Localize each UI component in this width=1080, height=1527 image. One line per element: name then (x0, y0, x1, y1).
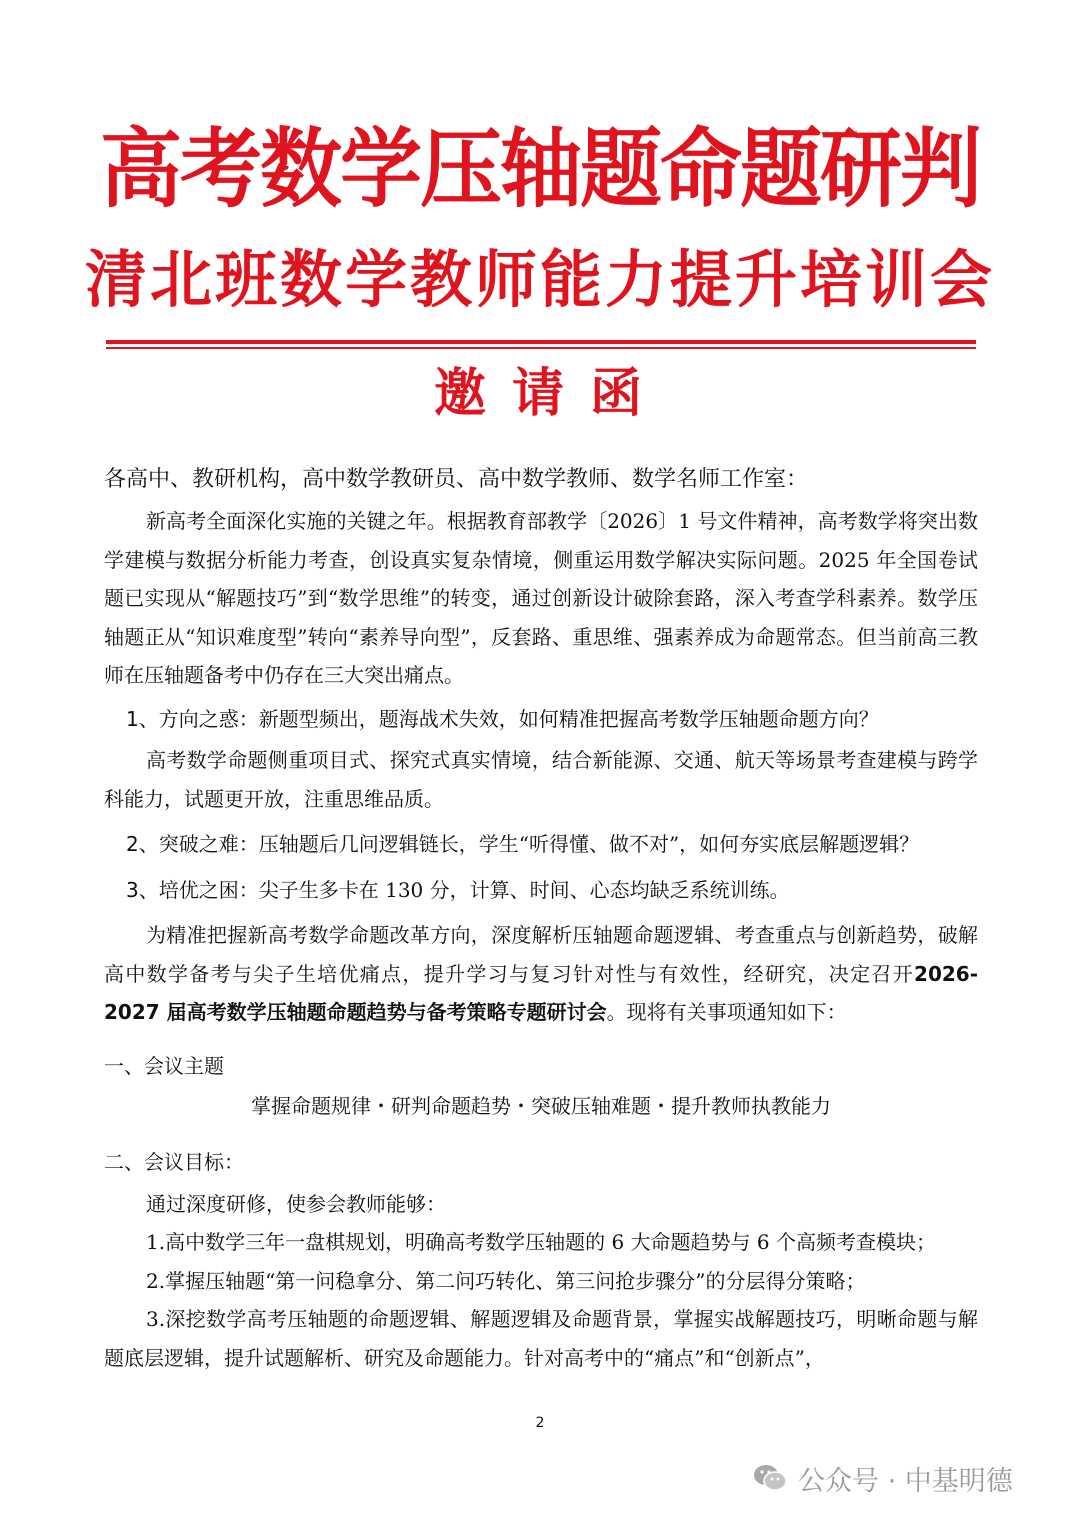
header-divider-thin (106, 347, 976, 349)
section-heading-theme: 一、会议主题 (104, 1053, 224, 1078)
pain-point-1-detail: 高考数学命题侧重项目式、探究式真实情境，结合新能源、交通、航天等场景考查建模与跨学科能力，试题更开放，注重思维品质。 (104, 748, 978, 811)
intro-paragraph: 新高考全面深化实施的关键之年。根据教育部教学〔2026〕1 号文件精神，高考数学将突出数学建模与数据分析能力考查，创设真实复杂情境，侧重运用数学解决实际问题。2025 年全国卷试题已实现从“解题技巧”到“数学思维”的转变，通过创新设计破除套路，深入考查学科素养。数学压轴题正从“知识难度型”转向“素养导向型”，反套路、重思维、强素养成为命题常态。但当前高三教师在压轴题备考中仍存在三大突出痛点。 (104, 509, 978, 687)
meeting-theme: 掌握命题规律・研判命题趋势・突破压轴难题・提升教师执教能力 (251, 1093, 831, 1118)
goal-item: 3.深挖数学高考压轴题的命题逻辑、解题逻辑及命题背景，掌握实战解题技巧，明晰命题与解题底层逻辑，提升试题解析、研究及命题能力。针对高考中的“痛点”和“创新点”， (104, 1307, 978, 1370)
pain-point-text: 尖子生多卡在 130 分，计算、时间、心态均缺乏系统训练。 (258, 877, 790, 902)
watermark (752, 1456, 1013, 1500)
page-number: 2 (535, 1415, 545, 1431)
pain-point-label: 3、培优之困： (126, 877, 259, 902)
document-subtitle: 清北班数学教师能力提升培训会 (84, 243, 995, 316)
goals-lead: 通过深度研修，使参会教师能够： (146, 1191, 446, 1216)
purpose-lead: 为精准把握新高考数学命题改革方向，深度解析压轴题命题逻辑、考查重点与创新趋势，破解高中数学备考与尖子生培优痛点，提升学习与复习针对性与有效性，经研究，决定召开 (104, 923, 978, 986)
salutation: 各高中、教研机构，高中数学教研员、高中数学教师、数学名师工作室： (104, 467, 809, 492)
document-title: 高考数学压轴题命题研判 (99, 119, 980, 220)
wechat-icon (752, 1463, 788, 1493)
document-body (104, 458, 978, 1377)
event-name: 2026-2027 届高考数学压轴题命题趋势与备考策略专题研讨会 (104, 961, 978, 1024)
pain-point-label: 1、方向之惑： (126, 706, 259, 731)
pain-point-label: 2、突破之难： (126, 832, 259, 856)
goal-item: 1.高中数学三年一盘棋规划，明确高考数学压轴题的 6 大命题趋势与 6 个高频考查模块； (146, 1230, 936, 1254)
section-heading-goals: 二、会议目标： (104, 1149, 244, 1174)
invitation-heading: 邀请函 (433, 364, 668, 424)
pain-point-3 (104, 871, 978, 910)
pain-point-text: 压轴题后几问逻辑链长，学生“听得懂、做不对”，如何夯实底层解题逻辑？ (258, 832, 920, 856)
pain-point-text: 新题型频出，题海战术失效，如何精准把握高考数学压轴题命题方向？ (258, 706, 879, 731)
purpose-paragraph (104, 916, 978, 1032)
header-divider-thick (106, 340, 976, 344)
pain-point-1 (104, 700, 978, 739)
goal-item: 2.掌握压轴题“第一问稳拿分、第二问巧转化、第三问抢步骤分”的分层得分策略； (146, 1268, 866, 1293)
purpose-tail: 。现将有关事项通知如下： (606, 1000, 847, 1024)
pain-point-2 (104, 825, 978, 864)
watermark-label: 公众号 · 中基明德 (798, 1465, 1013, 1497)
